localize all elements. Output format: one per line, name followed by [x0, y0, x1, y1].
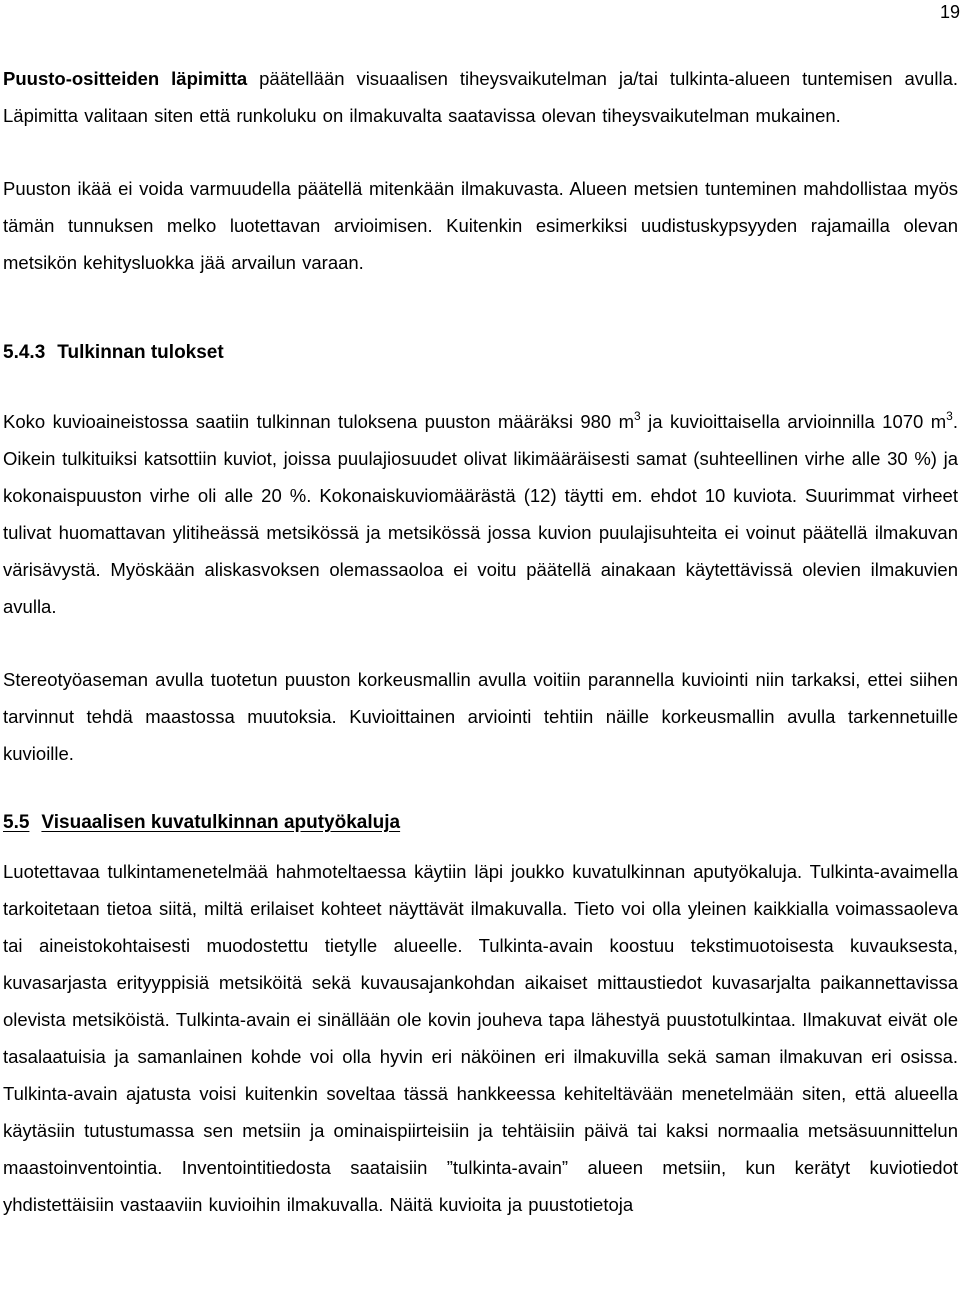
paragraph-results: Koko kuvioaineistossa saatiin tulkinnan tuloksena puuston määräksi 980 $m^3$ ja kuvioittaisella arvioinnilla 1070 $m^3$. Oikein tulkituiksi katsottiin kuviot, joissa puulajiosuudet olivat likimääräisesti samat (suhteellinen virhe alle 30 %) ja kokonaispuuston virhe oli alle 20 %. Kokonaiskuviomäärästä (12) täytti em. ehdot 10 kuviota. Suurimmat virheet tulivat huomattavan ylitiheässä metsikössä ja metsikössä jossa kuvion puulajisuhteita ei voinut päätellä ilmakuvan värisävystä. Myöskään aliskasvoksen olemassaoloa ei voitu päätellä ainakaan käytettävissä olevien ilmakuvien avulla. [3, 408, 958, 617]
section-heading-5-4-3 [3, 334, 958, 371]
superscript: 3 [634, 408, 641, 423]
page-number: 19 [939, 2, 960, 22]
section-title: Tulkinnan tulokset [57, 342, 224, 363]
paragraph-tools: Luotettavaa tulkintamenetelmää hahmoteltaessa käytiin läpi joukko kuvatulkinnan aputyökaluja. Tulkinta-avaimella tarkoitetaan tietoa siitä, miltä erilaiset kohteet näyttävät ilmakuvalla. Tieto voi olla yleinen kaikkialla voimassaoleva tai aineistokohtaisesti muodostettu tietylle alueelle. Tulkinta-avain koostuu tekstimuotoisesta kuvauksesta, kuvasarjasta erityyppisiä metsiköitä sekä kuvausajankohdan aikaiset mittaustiedot kuvasarjalta paikannettavissa olevista metsiköistä. Tulkinta-avain ei sinällään ole kovin jouheva tapa lähestyä puustotulkintaa. Ilmakuvat eivät ole tasalaatuisia ja samanlainen kohde voi olla hyvin eri näköinen eri ilmakuvilla sekä saman ilmakuvan eri osissa. Tulkinta-avain ajatusta voisi kuitenkin soveltaa tässä hankkeessa kehiteltävään menetelmään siten, että alueella käytäsiin tutustumassa sen metsiin ja ominaispiirteisiin ja tehtäisiin päivä tai kaksi normaalia metsäsuunnittelun maastoinventointia. Inventointitiedosta saataisiin ”tulkinta-avain” alueen metsiin, kun kerätyt kuviotiedot yhdistettäisiin vastaaviin kuvioihin ilmakuvalla. Näitä kuvioita ja puustotietoja [3, 861, 958, 1215]
section-number: 5.5 [3, 812, 30, 833]
paragraph-age: Puuston ikää ei voida varmuudella päätellä mitenkään ilmakuvasta. Alueen metsien tunteminen mahdollistaa myös tämän tunnuksen melko luotettavan arvioimisen. Kuitenkin esimerkiksi uudistuskypsyyden rajamailla olevan metsikön kehitysluokka jää arvailun varaan. [3, 178, 958, 273]
document-body [3, 60, 958, 1223]
paragraph-text: päätellään visuaalisen tiheysvaikutelman ja/tai tulkinta-alueen tuntemisen avulla. Läpimitta valitaan siten että runkoluku on ilmakuvalta saatavissa olevan tiheysvaikutelman mukainen. [3, 68, 958, 126]
section-number: 5.4.3 [3, 342, 46, 363]
superscript: 3 [946, 408, 953, 423]
bold-lead: Puusto-ositteiden läpimitta [3, 68, 248, 89]
paragraph-diameter [3, 60, 958, 134]
section-title: Visuaalisen kuvatulkinnan aputyökaluja [41, 812, 401, 833]
paragraph-stereo: Stereotyöaseman avulla tuotetun puuston korkeusmallin avulla voitiin parannella kuviointi niin tarkaksi, ettei siihen tarvinnut tehdä maastossa muutoksia. Kuvioittainen arviointi tehtiin näille korkeusmallin avulla tarkennetuille kuvioille. [3, 669, 958, 764]
section-heading-5-5 [3, 804, 958, 841]
